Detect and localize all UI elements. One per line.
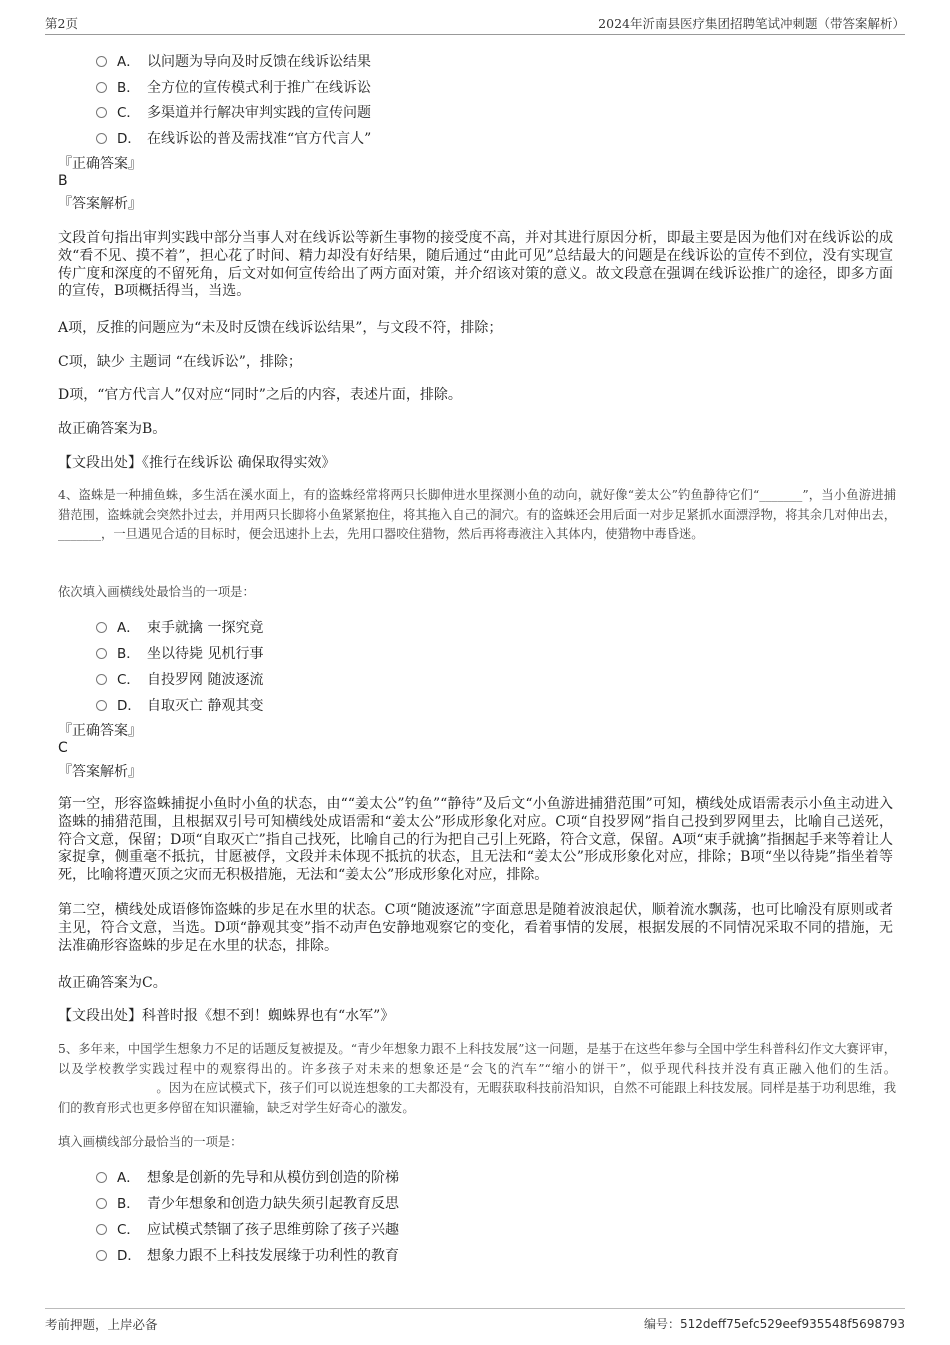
q5-option-d[interactable]: D． 想象力跟不上科技发展缘于功利性的教育: [96, 1244, 399, 1264]
analysis-conclusion: 故正确答案为B。: [58, 421, 167, 437]
document-title: 2024年沂南县医疗集团招聘笔试冲刺题（带答案解析）: [598, 16, 905, 31]
q3-option-b[interactable]: B． 全方位的宣传模式利于推广在线诉讼: [96, 76, 371, 96]
answer-blank: [58, 1081, 156, 1095]
analysis-paragraph: C项，缺少 主题词 “在线诉讼”，排除；: [58, 354, 302, 370]
analysis-label: 『答案解析』: [58, 764, 142, 780]
analysis-paragraph: A项，反推的问题应为“未及时反馈在线诉讼结果”，与文段不符，排除；: [58, 320, 503, 336]
analysis-paragraph: D项，“官方代言人”仅对应“同时”之后的内容，表述片面，排除。: [58, 387, 462, 403]
q4-option-b[interactable]: B． 坐以待毙 见机行事: [96, 642, 263, 662]
radio-icon[interactable]: [96, 1198, 107, 1209]
source-citation: 【文段出处】《推行在线诉讼 确保取得实效》: [58, 455, 336, 471]
footer-slogan: 考前押题，上岸必备: [45, 1317, 158, 1332]
radio-icon[interactable]: [96, 1224, 107, 1235]
analysis-paragraph: 第二空，横线处成语修饰盗蛛的步足在水里的状态。C项“随波逐流”字面意思是随着波浪起伏，顺着流水飘荡，也可比喻没有原则或者主见，符合文意，当选。D项“静观其变”指不动声色安静地观察它的变化，看着事情的发展，根据发展的不同情况采取不同的措施，无法准确形容盗蛛的步足在水里的状态，排除。: [58, 902, 893, 954]
radio-icon[interactable]: [96, 107, 107, 118]
analysis-label: 『答案解析』: [58, 196, 142, 212]
correct-answer: C: [58, 740, 68, 756]
q5-option-a[interactable]: A． 想象是创新的先导和从模仿到创造的阶梯: [96, 1166, 399, 1186]
q3-option-c[interactable]: C． 多渠道并行解决审判实践的宣传问题: [96, 101, 371, 121]
answer-label: 『正确答案』: [58, 156, 142, 172]
page-number: 第2页: [45, 16, 78, 31]
q3-option-a[interactable]: A． 以问题为导向及时反馈在线诉讼结果: [96, 50, 371, 70]
radio-icon[interactable]: [96, 700, 107, 711]
question-stem: 4、盗蛛是一种捕鱼蛛，多生活在溪水面上，有的盗蛛经常将两只长脚伸进水里探测小鱼的动向，就好像“姜太公”钓鱼静待它们“_______”，当小鱼游进捕猎范围，盗蛛就会突然扑过去，并用两只长脚将小鱼紧紧抱住，将其拖入自己的洞穴。有的盗蛛还会用后面一对步足紧抓水面漂浮物，将其余几对伸出去，_______，一旦遇见合适的目标时，便会迅速扑上去，先用口器咬住猎物，然后再将毒液注入其体内，使猎物中毒昏迷。: [58, 488, 896, 542]
radio-icon[interactable]: [96, 1172, 107, 1183]
source-citation: 【文段出处】科普时报《想不到！蜘蛛界也有“水军”》: [58, 1008, 395, 1024]
answer-label: 『正确答案』: [58, 723, 142, 739]
radio-icon[interactable]: [96, 56, 107, 67]
page-header: [45, 12, 905, 35]
radio-icon[interactable]: [96, 1250, 107, 1261]
document-id: 编号：512deff75efc529eef935548f5698793: [643, 1317, 905, 1331]
q4-option-a[interactable]: A． 束手就擒 一探究竟: [96, 616, 263, 636]
analysis-paragraph: 文段首句指出审判实践中部分当事人对在线诉讼等新生事物的接受度不高，并对其进行原因分析，即最主要是因为他们对在线诉讼的成效“看不见、摸不着”，担心花了时间、精力却没有好结果，随后通过“由此可见”总结最大的问题是在线诉讼的宣传不到位，没有实现宣传广度和深度的不留死角，后文对如何宣传给出了两方面对策，并介绍该对策的意义。故文段意在强调在线诉讼推广的途径，即多方面的宣传，B项概括得当，当选。: [58, 230, 893, 300]
radio-icon[interactable]: [96, 82, 107, 93]
question-prompt: 依次填入画横线处最恰当的一项是：: [58, 585, 255, 599]
analysis-conclusion: 故正确答案为C。: [58, 975, 167, 991]
q5-option-c[interactable]: C． 应试模式禁锢了孩子思维剪除了孩子兴趣: [96, 1218, 399, 1238]
page-footer: [45, 1308, 905, 1339]
q4-option-d[interactable]: D． 自取灭亡 静观其变: [96, 694, 263, 714]
analysis-paragraph: 第一空，形容盗蛛捕捉小鱼时小鱼的状态，由““姜太公”钓鱼”“静待”及后文“小鱼游进捕猎范围”可知，横线处成语需表示小鱼主动进入盗蛛的捕猎范围，且根据双引号可知横线处成语需和“姜太公”形成形象化对应。C项“自投罗网”指自己投到罗网里去，比喻自己送死，符合文意，保留；D项“自取灭亡”指自己找死，比喻自己的行为把自己引上死路，符合文意，保留。A项“束手就擒”指捆起手来等着让人家捉拿，侧重毫不抵抗，甘愿被俘，文段并未体现不抵抗的状态，且无法和“姜太公”形成形象化对应，排除；B项“坐以待毙”指坐着等死，比喻将遭灭顶之灾而无积极措施，无法和“姜太公”形成形象化对应，排除。: [58, 796, 893, 884]
radio-icon[interactable]: [96, 133, 107, 144]
question-stem: 5、多年来，中国学生想象力不足的话题反复被提及。“青少年想象力跟不上科技发展”这一问题，是基于在这些年参与全国中学生科普科幻作文大赛评审，以及学校教学实践过程中的观察得出的。许多孩子对未来的想象还是“会飞的汽车”“缩小的饼干”，似乎现代科技并没有真正融入他们的生活。。因为在应试模式下，孩子们可以说连想象的工夫都没有，无暇获取科技前沿知识，自然不可能跟上科技发展。同样是基于功利思维，我们的教育形式也更多停留在知识灌输，缺乏对学生好奇心的激发。: [58, 1042, 896, 1116]
q3-option-d[interactable]: D． 在线诉讼的普及需找准“官方代言人”: [96, 127, 371, 147]
radio-icon[interactable]: [96, 674, 107, 685]
radio-icon[interactable]: [96, 622, 107, 633]
correct-answer: B: [58, 173, 68, 189]
q4-option-c[interactable]: C． 自投罗网 随波逐流: [96, 668, 263, 688]
q5-option-b[interactable]: B． 青少年想象和创造力缺失须引起教育反思: [96, 1192, 399, 1212]
question-prompt: 填入画横线部分最恰当的一项是：: [58, 1135, 243, 1149]
radio-icon[interactable]: [96, 648, 107, 659]
